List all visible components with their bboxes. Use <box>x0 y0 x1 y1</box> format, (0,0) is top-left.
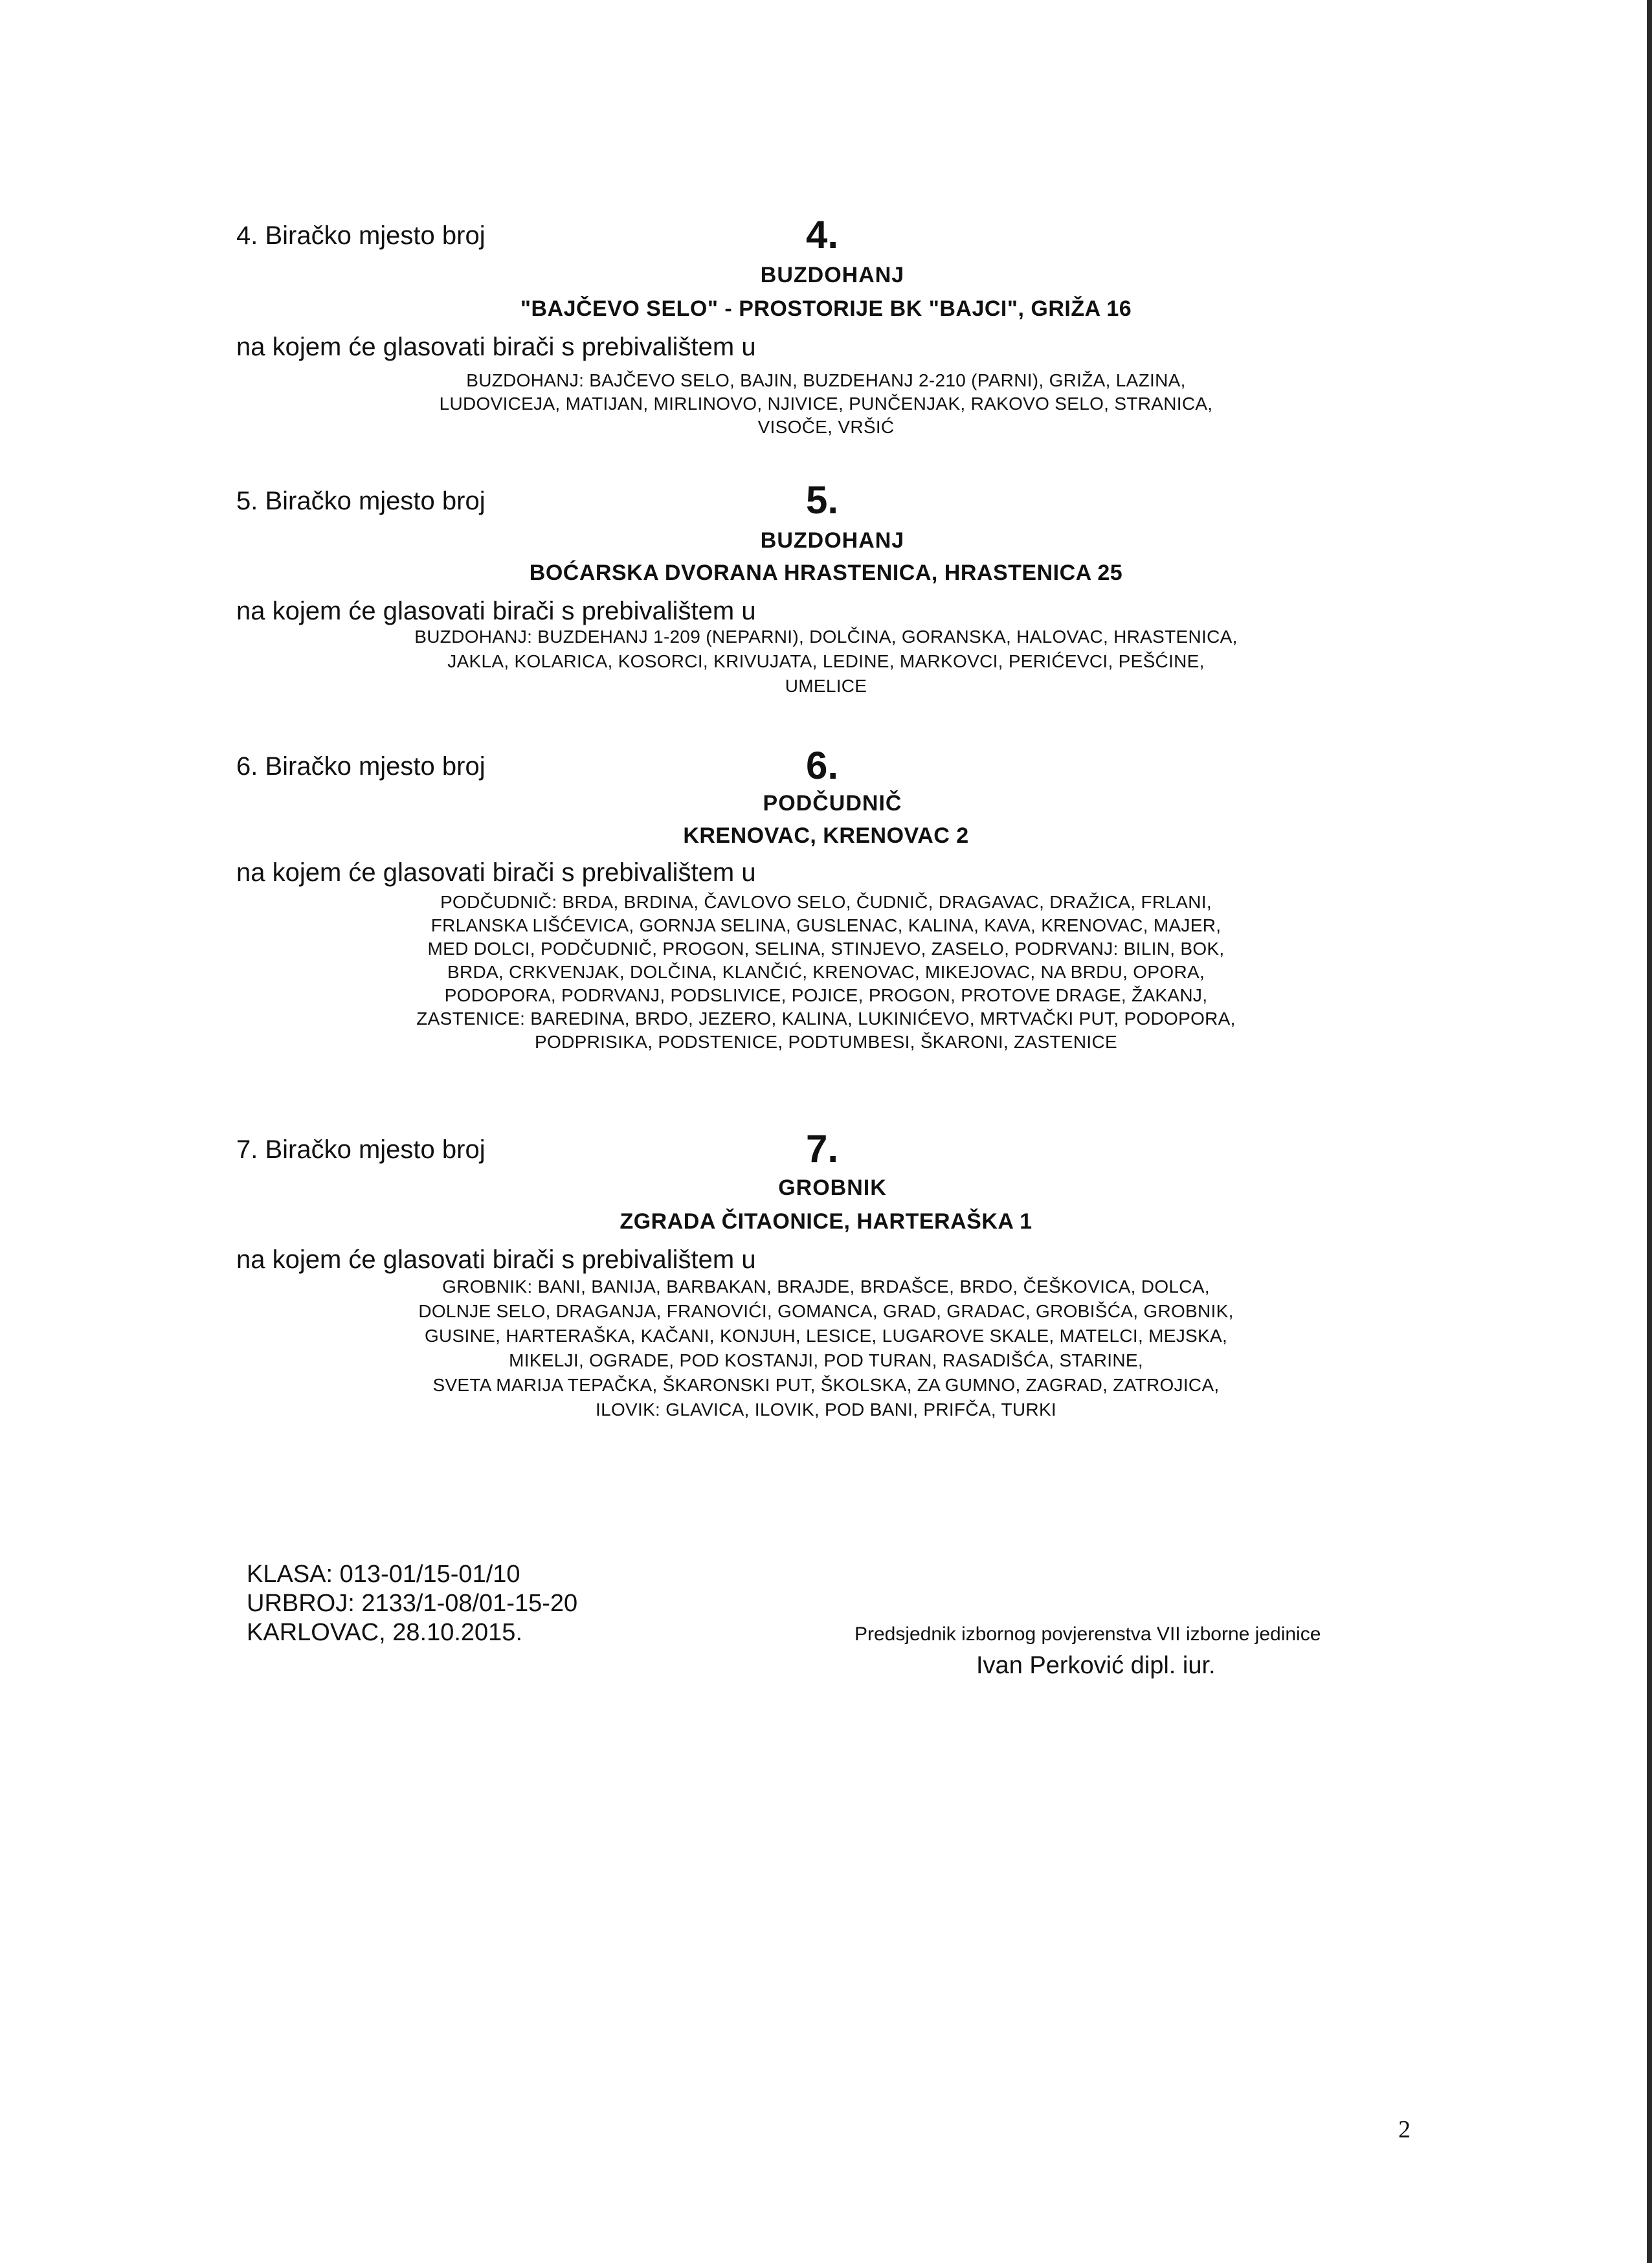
station-place: GROBNIK <box>778 1176 887 1200</box>
address-line: GUSINE, HARTERAŠKA, KAČANI, KONJUH, LESICE, LUGAROVE SKALE, MATELCI, MEJSKA, <box>424 1326 1228 1346</box>
station-number: 4. <box>806 213 839 256</box>
address-line: JAKLA, KOLARICA, KOSORCI, KRIVUJATA, LEDINE, MARKOVCI, PERIĆEVCI, PEŠĆINE, <box>447 651 1205 671</box>
address-line: ZASTENICE: BAREDINA, BRDO, JEZERO, KALINA, LUKINIĆEVO, MRTVAČKI PUT, PODOPORA, <box>416 1009 1236 1029</box>
address-line: ILOVIK: GLAVICA, ILOVIK, POD BANI, PRIFČA, TURKI <box>596 1399 1056 1420</box>
voters-text: na kojem će glasovati birači s prebivalištem u <box>236 1245 756 1274</box>
signatory-title: Predsjednik izbornog povjerenstva VII izborne jedinice <box>854 1623 1321 1645</box>
address-line: PODČUDNIČ: BRDA, BRDINA, ČAVLOVO SELO, ČUDNIČ, DRAGAVAC, DRAŽICA, FRLANI, <box>440 892 1212 912</box>
address-line: UMELICE <box>785 676 867 696</box>
station-place: BUZDOHANJ <box>760 263 905 287</box>
page-number: 2 <box>1398 2116 1411 2143</box>
address-line: PODOPORA, PODRVANJ, PODSLIVICE, POJICE, PROGON, PROTOVE DRAGE, ŽAKANJ, <box>444 985 1208 1005</box>
document-reference <box>247 1560 577 1647</box>
address-line: MED DOLCI, PODČUDNIČ, PROGON, SELINA, STINJEVO, ZASELO, PODRVANJ: BILIN, BOK, <box>427 939 1225 959</box>
station-label: 5. Biračko mjesto broj <box>236 487 486 515</box>
voters-text: na kojem će glasovati birači s prebivalištem u <box>236 858 756 887</box>
voters-text: na kojem će glasovati birači s prebivalištem u <box>236 597 756 625</box>
station-venue: KRENOVAC, KRENOVAC 2 <box>683 823 969 848</box>
station-label: 7. Biračko mjesto broj <box>236 1135 486 1164</box>
place-date-line: KARLOVAC, 28.10.2015. <box>247 1619 522 1646</box>
signatory-name: Ivan Perković dipl. iur. <box>976 1652 1216 1679</box>
station-number: 6. <box>806 744 839 787</box>
address-line: BUZDOHANJ: BUZDEHANJ 1-209 (NEPARNI), DOLČINA, GORANSKA, HALOVAC, HRASTENICA, <box>414 627 1238 647</box>
address-line: BRDA, CRKVENJAK, DOLČINA, KLANČIĆ, KRENOVAC, MIKEJOVAC, NA BRDU, OPORA, <box>447 962 1205 982</box>
station-place: PODČUDNIČ <box>763 791 902 816</box>
station-venue: ZGRADA ČITAONICE, HARTERAŠKA 1 <box>620 1209 1032 1234</box>
address-line: PODPRISIKA, PODSTENICE, PODTUMBESI, ŠKARONI, ZASTENICE <box>535 1032 1117 1052</box>
station-venue: BOĆARSKA DVORANA HRASTENICA, HRASTENICA 25 <box>529 561 1123 585</box>
address-line: SVETA MARIJA TEPAČKA, ŠKARONSKI PUT, ŠKOLSKA, ZA GUMNO, ZAGRAD, ZATROJICA, <box>432 1375 1220 1395</box>
address-line: GROBNIK: BANI, BANIJA, BARBAKAN, BRAJDE, BRDAŠCE, BRDO, ČEŠKOVICA, DOLCA, <box>442 1276 1210 1297</box>
urbroj-line: URBROJ: 2133/1-08/01-15-20 <box>247 1590 578 1617</box>
station-label: 6. Biračko mjesto broj <box>236 752 486 781</box>
address-line: MIKELJI, OGRADE, POD KOSTANJI, POD TURAN, RASADIŠĆA, STARINE, <box>509 1350 1143 1370</box>
klasa-line: KLASA: 013-01/15-01/10 <box>247 1561 520 1588</box>
address-line: BUZDOHANJ: BAJČEVO SELO, BAJIN, BUZDEHANJ 2-210 (PARNI), GRIŽA, LAZINA, <box>466 370 1186 390</box>
scan-edge <box>1647 0 1652 2263</box>
address-line: VISOČE, VRŠIĆ <box>757 417 895 437</box>
station-place: BUZDOHANJ <box>760 528 905 553</box>
address-line: FRLANSKA LIŠĆEVICA, GORNJA SELINA, GUSLENAC, KALINA, KAVA, KRENOVAC, MAJER, <box>430 915 1222 935</box>
station-venue: "BAJČEVO SELO" - PROSTORIJE BK "BAJCI", GRIŽA 16 <box>520 296 1132 321</box>
station-label: 4. Biračko mjesto broj <box>236 221 486 250</box>
station-number: 5. <box>806 478 839 522</box>
station-number: 7. <box>806 1127 839 1170</box>
address-line: LUDOVICEJA, MATIJAN, MIRLINOVO, NJIVICE, PUNČENJAK, RAKOVO SELO, STRANICA, <box>439 394 1213 414</box>
voters-text: na kojem će glasovati birači s prebivalištem u <box>236 333 756 361</box>
address-line: DOLNJE SELO, DRAGANJA, FRANOVIĆI, GOMANCA, GRAD, GRADAC, GROBIŠĆA, GROBNIK, <box>418 1301 1234 1321</box>
